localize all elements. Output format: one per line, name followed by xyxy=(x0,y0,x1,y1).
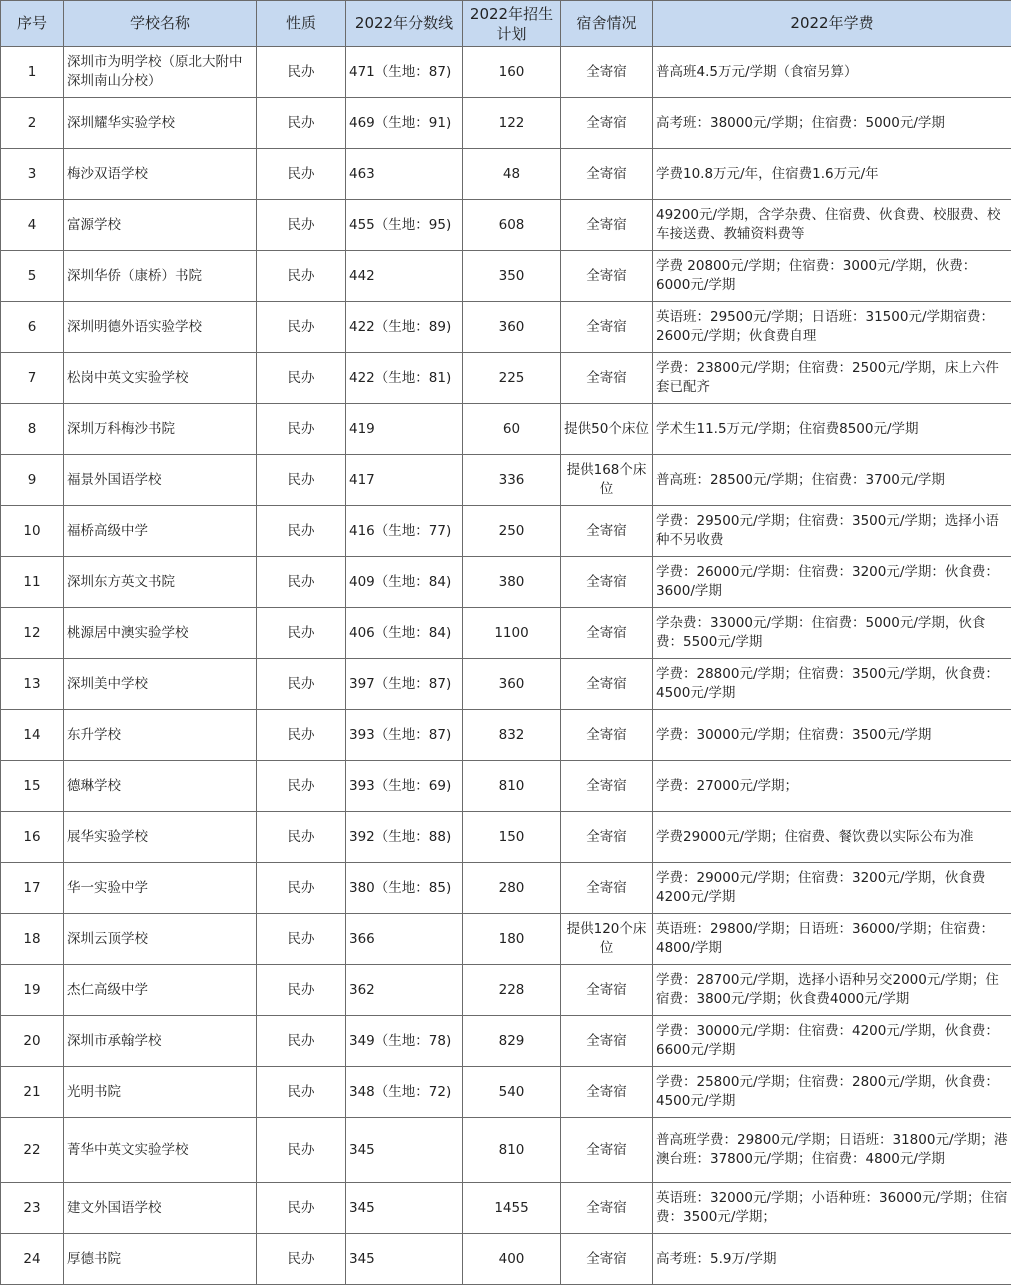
table-row xyxy=(1,1067,1011,1118)
cell-enroll-plan: 122 xyxy=(463,98,561,149)
cell-dorm: 全寄宿 xyxy=(561,98,653,149)
cell-type: 民办 xyxy=(257,608,346,659)
cell-enroll-plan: 48 xyxy=(463,149,561,200)
cell-enroll-plan: 336 xyxy=(463,455,561,506)
header-col-enroll-plan: 2022年招生计划 xyxy=(463,1,561,47)
cell-dorm: 全寄宿 xyxy=(561,200,653,251)
table-row xyxy=(1,863,1011,914)
cell-score-2022: 345 xyxy=(346,1183,463,1234)
cell-dorm: 全寄宿 xyxy=(561,659,653,710)
cell-dorm: 提供120个床位 xyxy=(561,914,653,965)
cell-school-name: 建文外国语学校 xyxy=(64,1183,257,1234)
cell-type: 民办 xyxy=(257,47,346,98)
cell-school-name: 深圳市承翰学校 xyxy=(64,1016,257,1067)
cell-fee-2022: 普高班：28500元/学期；住宿费：3700元/学期 xyxy=(653,455,1011,506)
table-row xyxy=(1,1118,1011,1183)
cell-score-2022: 422（生地：89) xyxy=(346,302,463,353)
cell-dorm: 全寄宿 xyxy=(561,1016,653,1067)
table-row xyxy=(1,47,1011,98)
cell-school-name: 深圳华侨（康桥）书院 xyxy=(64,251,257,302)
cell-enroll-plan: 810 xyxy=(463,761,561,812)
cell-school-name: 深圳市为明学校（原北大附中深圳南山分校） xyxy=(64,47,257,98)
cell-type: 民办 xyxy=(257,710,346,761)
cell-enroll-plan: 1100 xyxy=(463,608,561,659)
cell-score-2022: 419 xyxy=(346,404,463,455)
cell-index: 24 xyxy=(1,1234,64,1285)
table-row xyxy=(1,608,1011,659)
cell-enroll-plan: 832 xyxy=(463,710,561,761)
cell-score-2022: 393（生地：87) xyxy=(346,710,463,761)
table-row xyxy=(1,1183,1011,1234)
cell-index: 10 xyxy=(1,506,64,557)
cell-dorm: 全寄宿 xyxy=(561,47,653,98)
table-row xyxy=(1,914,1011,965)
cell-fee-2022: 学费：29000元/学期；住宿费：3200元/学期，伙食费 4200元/学期 xyxy=(653,863,1011,914)
cell-school-name: 德琳学校 xyxy=(64,761,257,812)
header-col-type: 性质 xyxy=(257,1,346,47)
cell-dorm: 全寄宿 xyxy=(561,1118,653,1183)
cell-fee-2022: 英语班：29500元/学期；日语班：31500元/学期宿费：2600元/学期；伙食费自理 xyxy=(653,302,1011,353)
cell-school-name: 深圳万科梅沙书院 xyxy=(64,404,257,455)
header-col-dorm: 宿舍情况 xyxy=(561,1,653,47)
table-row xyxy=(1,353,1011,404)
cell-score-2022: 393（生地：69) xyxy=(346,761,463,812)
table-row xyxy=(1,506,1011,557)
cell-index: 22 xyxy=(1,1118,64,1183)
cell-dorm: 全寄宿 xyxy=(561,302,653,353)
cell-school-name: 桃源居中澳实验学校 xyxy=(64,608,257,659)
cell-type: 民办 xyxy=(257,557,346,608)
cell-school-name: 深圳耀华实验学校 xyxy=(64,98,257,149)
cell-fee-2022: 49200元/学期，含学杂费、住宿费、伙食费、校服费、校车接送费、教辅资料费等 xyxy=(653,200,1011,251)
cell-fee-2022: 学费10.8万元/年，住宿费1.6万元/年 xyxy=(653,149,1011,200)
cell-index: 15 xyxy=(1,761,64,812)
cell-dorm: 全寄宿 xyxy=(561,710,653,761)
header-col-score-2022: 2022年分数线 xyxy=(346,1,463,47)
header-col-school-name: 学校名称 xyxy=(64,1,257,47)
cell-dorm: 全寄宿 xyxy=(561,251,653,302)
cell-fee-2022: 学费：29500元/学期；住宿费：3500元/学期；选择小语种不另收费 xyxy=(653,506,1011,557)
cell-school-name: 富源学校 xyxy=(64,200,257,251)
cell-dorm: 全寄宿 xyxy=(561,149,653,200)
cell-fee-2022: 学术生11.5万元/学期；住宿费8500元/学期 xyxy=(653,404,1011,455)
cell-fee-2022: 学费29000元/学期；住宿费、餐饮费以实际公布为准 xyxy=(653,812,1011,863)
cell-dorm: 全寄宿 xyxy=(561,1183,653,1234)
cell-score-2022: 417 xyxy=(346,455,463,506)
cell-dorm: 全寄宿 xyxy=(561,863,653,914)
table-row xyxy=(1,98,1011,149)
cell-fee-2022: 学费：28700元/学期，选择小语种另交2000元/学期；住宿费：3800元/学期；伙食费4000元/学期 xyxy=(653,965,1011,1016)
cell-fee-2022: 普高班学费：29800元/学期；日语班：31800元/学期；港澳台班：37800元/学期；住宿费：4800元/学期 xyxy=(653,1118,1011,1183)
cell-fee-2022: 学费：28800元/学期；住宿费：3500元/学期，伙食费：4500元/学期 xyxy=(653,659,1011,710)
cell-school-name: 华一实验中学 xyxy=(64,863,257,914)
cell-enroll-plan: 160 xyxy=(463,47,561,98)
cell-dorm: 全寄宿 xyxy=(561,353,653,404)
cell-enroll-plan: 360 xyxy=(463,659,561,710)
cell-school-name: 展华实验学校 xyxy=(64,812,257,863)
header-col-index: 序号 xyxy=(1,1,64,47)
cell-fee-2022: 学费 20800元/学期；住宿费：3000元/学期，伙费：6000元/学期 xyxy=(653,251,1011,302)
cell-school-name: 松岗中英文实验学校 xyxy=(64,353,257,404)
cell-index: 3 xyxy=(1,149,64,200)
cell-type: 民办 xyxy=(257,404,346,455)
cell-score-2022: 366 xyxy=(346,914,463,965)
cell-type: 民办 xyxy=(257,149,346,200)
cell-school-name: 菁华中英文实验学校 xyxy=(64,1118,257,1183)
cell-fee-2022: 学费：26000元/学期：住宿费：3200元/学期：伙食费：3600/学期 xyxy=(653,557,1011,608)
cell-fee-2022: 高考班：5.9万/学期 xyxy=(653,1234,1011,1285)
table-row xyxy=(1,659,1011,710)
cell-enroll-plan: 540 xyxy=(463,1067,561,1118)
cell-type: 民办 xyxy=(257,812,346,863)
cell-score-2022: 469（生地：91) xyxy=(346,98,463,149)
cell-type: 民办 xyxy=(257,1183,346,1234)
cell-enroll-plan: 380 xyxy=(463,557,561,608)
table-row xyxy=(1,965,1011,1016)
cell-dorm: 提供50个床位 xyxy=(561,404,653,455)
cell-index: 4 xyxy=(1,200,64,251)
cell-enroll-plan: 360 xyxy=(463,302,561,353)
table-row xyxy=(1,455,1011,506)
cell-score-2022: 463 xyxy=(346,149,463,200)
cell-school-name: 厚德书院 xyxy=(64,1234,257,1285)
cell-fee-2022: 英语班：29800/学期；日语班：36000/学期；住宿费：4800/学期 xyxy=(653,914,1011,965)
cell-dorm: 全寄宿 xyxy=(561,608,653,659)
cell-type: 民办 xyxy=(257,863,346,914)
table-row xyxy=(1,251,1011,302)
cell-index: 14 xyxy=(1,710,64,761)
table-row xyxy=(1,404,1011,455)
cell-enroll-plan: 250 xyxy=(463,506,561,557)
cell-score-2022: 345 xyxy=(346,1234,463,1285)
cell-fee-2022: 学费：25800元/学期；住宿费：2800元/学期，伙食费：4500元/学期 xyxy=(653,1067,1011,1118)
table-row xyxy=(1,302,1011,353)
cell-fee-2022: 学费：30000元/学期：住宿费：4200元/学期，伙食费：6600元/学期 xyxy=(653,1016,1011,1067)
cell-fee-2022: 学杂费：33000元/学期：住宿费：5000元/学期，伙食费：5500元/学期 xyxy=(653,608,1011,659)
cell-score-2022: 409（生地：84) xyxy=(346,557,463,608)
cell-score-2022: 455（生地：95) xyxy=(346,200,463,251)
cell-score-2022: 397（生地：87) xyxy=(346,659,463,710)
cell-fee-2022: 英语班：32000元/学期；小语种班：36000元/学期；住宿费：3500元/学期； xyxy=(653,1183,1011,1234)
cell-index: 11 xyxy=(1,557,64,608)
cell-dorm: 提供168个床位 xyxy=(561,455,653,506)
header-row xyxy=(1,1,1011,47)
cell-index: 17 xyxy=(1,863,64,914)
cell-index: 9 xyxy=(1,455,64,506)
table-row xyxy=(1,1016,1011,1067)
cell-enroll-plan: 280 xyxy=(463,863,561,914)
cell-index: 8 xyxy=(1,404,64,455)
cell-score-2022: 345 xyxy=(346,1118,463,1183)
cell-index: 19 xyxy=(1,965,64,1016)
table-row xyxy=(1,1234,1011,1285)
cell-index: 18 xyxy=(1,914,64,965)
cell-score-2022: 471（生地：87) xyxy=(346,47,463,98)
table-row xyxy=(1,812,1011,863)
cell-school-name: 福桥高级中学 xyxy=(64,506,257,557)
cell-dorm: 全寄宿 xyxy=(561,812,653,863)
cell-index: 13 xyxy=(1,659,64,710)
cell-score-2022: 416（生地：77) xyxy=(346,506,463,557)
table-row xyxy=(1,149,1011,200)
cell-type: 民办 xyxy=(257,455,346,506)
cell-school-name: 深圳明德外语实验学校 xyxy=(64,302,257,353)
cell-score-2022: 348（生地：72) xyxy=(346,1067,463,1118)
cell-score-2022: 349（生地：78) xyxy=(346,1016,463,1067)
cell-index: 6 xyxy=(1,302,64,353)
cell-enroll-plan: 180 xyxy=(463,914,561,965)
cell-enroll-plan: 608 xyxy=(463,200,561,251)
cell-enroll-plan: 225 xyxy=(463,353,561,404)
cell-enroll-plan: 810 xyxy=(463,1118,561,1183)
cell-type: 民办 xyxy=(257,761,346,812)
cell-dorm: 全寄宿 xyxy=(561,1067,653,1118)
cell-type: 民办 xyxy=(257,251,346,302)
cell-index: 7 xyxy=(1,353,64,404)
cell-school-name: 光明书院 xyxy=(64,1067,257,1118)
cell-school-name: 梅沙双语学校 xyxy=(64,149,257,200)
cell-enroll-plan: 350 xyxy=(463,251,561,302)
cell-index: 23 xyxy=(1,1183,64,1234)
cell-score-2022: 362 xyxy=(346,965,463,1016)
cell-school-name: 深圳云顶学校 xyxy=(64,914,257,965)
cell-enroll-plan: 60 xyxy=(463,404,561,455)
cell-fee-2022: 学费：30000元/学期；住宿费：3500元/学期 xyxy=(653,710,1011,761)
cell-dorm: 全寄宿 xyxy=(561,761,653,812)
cell-type: 民办 xyxy=(257,98,346,149)
cell-enroll-plan: 150 xyxy=(463,812,561,863)
cell-school-name: 东升学校 xyxy=(64,710,257,761)
cell-dorm: 全寄宿 xyxy=(561,965,653,1016)
table-row xyxy=(1,710,1011,761)
cell-type: 民办 xyxy=(257,965,346,1016)
cell-dorm: 全寄宿 xyxy=(561,506,653,557)
table-row xyxy=(1,761,1011,812)
table-row xyxy=(1,557,1011,608)
cell-index: 1 xyxy=(1,47,64,98)
cell-school-name: 福景外国语学校 xyxy=(64,455,257,506)
cell-index: 12 xyxy=(1,608,64,659)
cell-fee-2022: 高考班：38000元/学期；住宿费：5000元/学期 xyxy=(653,98,1011,149)
cell-dorm: 全寄宿 xyxy=(561,1234,653,1285)
cell-fee-2022: 学费：27000元/学期； xyxy=(653,761,1011,812)
cell-index: 20 xyxy=(1,1016,64,1067)
cell-score-2022: 392（生地：88) xyxy=(346,812,463,863)
cell-type: 民办 xyxy=(257,659,346,710)
cell-enroll-plan: 1455 xyxy=(463,1183,561,1234)
cell-score-2022: 406（生地：84) xyxy=(346,608,463,659)
cell-type: 民办 xyxy=(257,506,346,557)
cell-enroll-plan: 228 xyxy=(463,965,561,1016)
cell-enroll-plan: 400 xyxy=(463,1234,561,1285)
cell-index: 21 xyxy=(1,1067,64,1118)
cell-index: 16 xyxy=(1,812,64,863)
cell-type: 民办 xyxy=(257,1234,346,1285)
cell-score-2022: 422（生地：81) xyxy=(346,353,463,404)
cell-score-2022: 380（生地：85) xyxy=(346,863,463,914)
cell-fee-2022: 学费：23800元/学期；住宿费：2500元/学期，床上六件套已配齐 xyxy=(653,353,1011,404)
cell-enroll-plan: 829 xyxy=(463,1016,561,1067)
cell-type: 民办 xyxy=(257,1067,346,1118)
cell-score-2022: 442 xyxy=(346,251,463,302)
cell-type: 民办 xyxy=(257,1118,346,1183)
cell-index: 5 xyxy=(1,251,64,302)
cell-type: 民办 xyxy=(257,1016,346,1067)
cell-school-name: 杰仁高级中学 xyxy=(64,965,257,1016)
cell-index: 2 xyxy=(1,98,64,149)
cell-type: 民办 xyxy=(257,302,346,353)
cell-type: 民办 xyxy=(257,914,346,965)
cell-school-name: 深圳东方英文书院 xyxy=(64,557,257,608)
cell-fee-2022: 普高班4.5万元/学期（食宿另算） xyxy=(653,47,1011,98)
header-col-fee-2022: 2022年学费 xyxy=(653,1,1011,47)
cell-school-name: 深圳美中学校 xyxy=(64,659,257,710)
table-row xyxy=(1,200,1011,251)
cell-dorm: 全寄宿 xyxy=(561,557,653,608)
cell-type: 民办 xyxy=(257,353,346,404)
cell-type: 民办 xyxy=(257,200,346,251)
